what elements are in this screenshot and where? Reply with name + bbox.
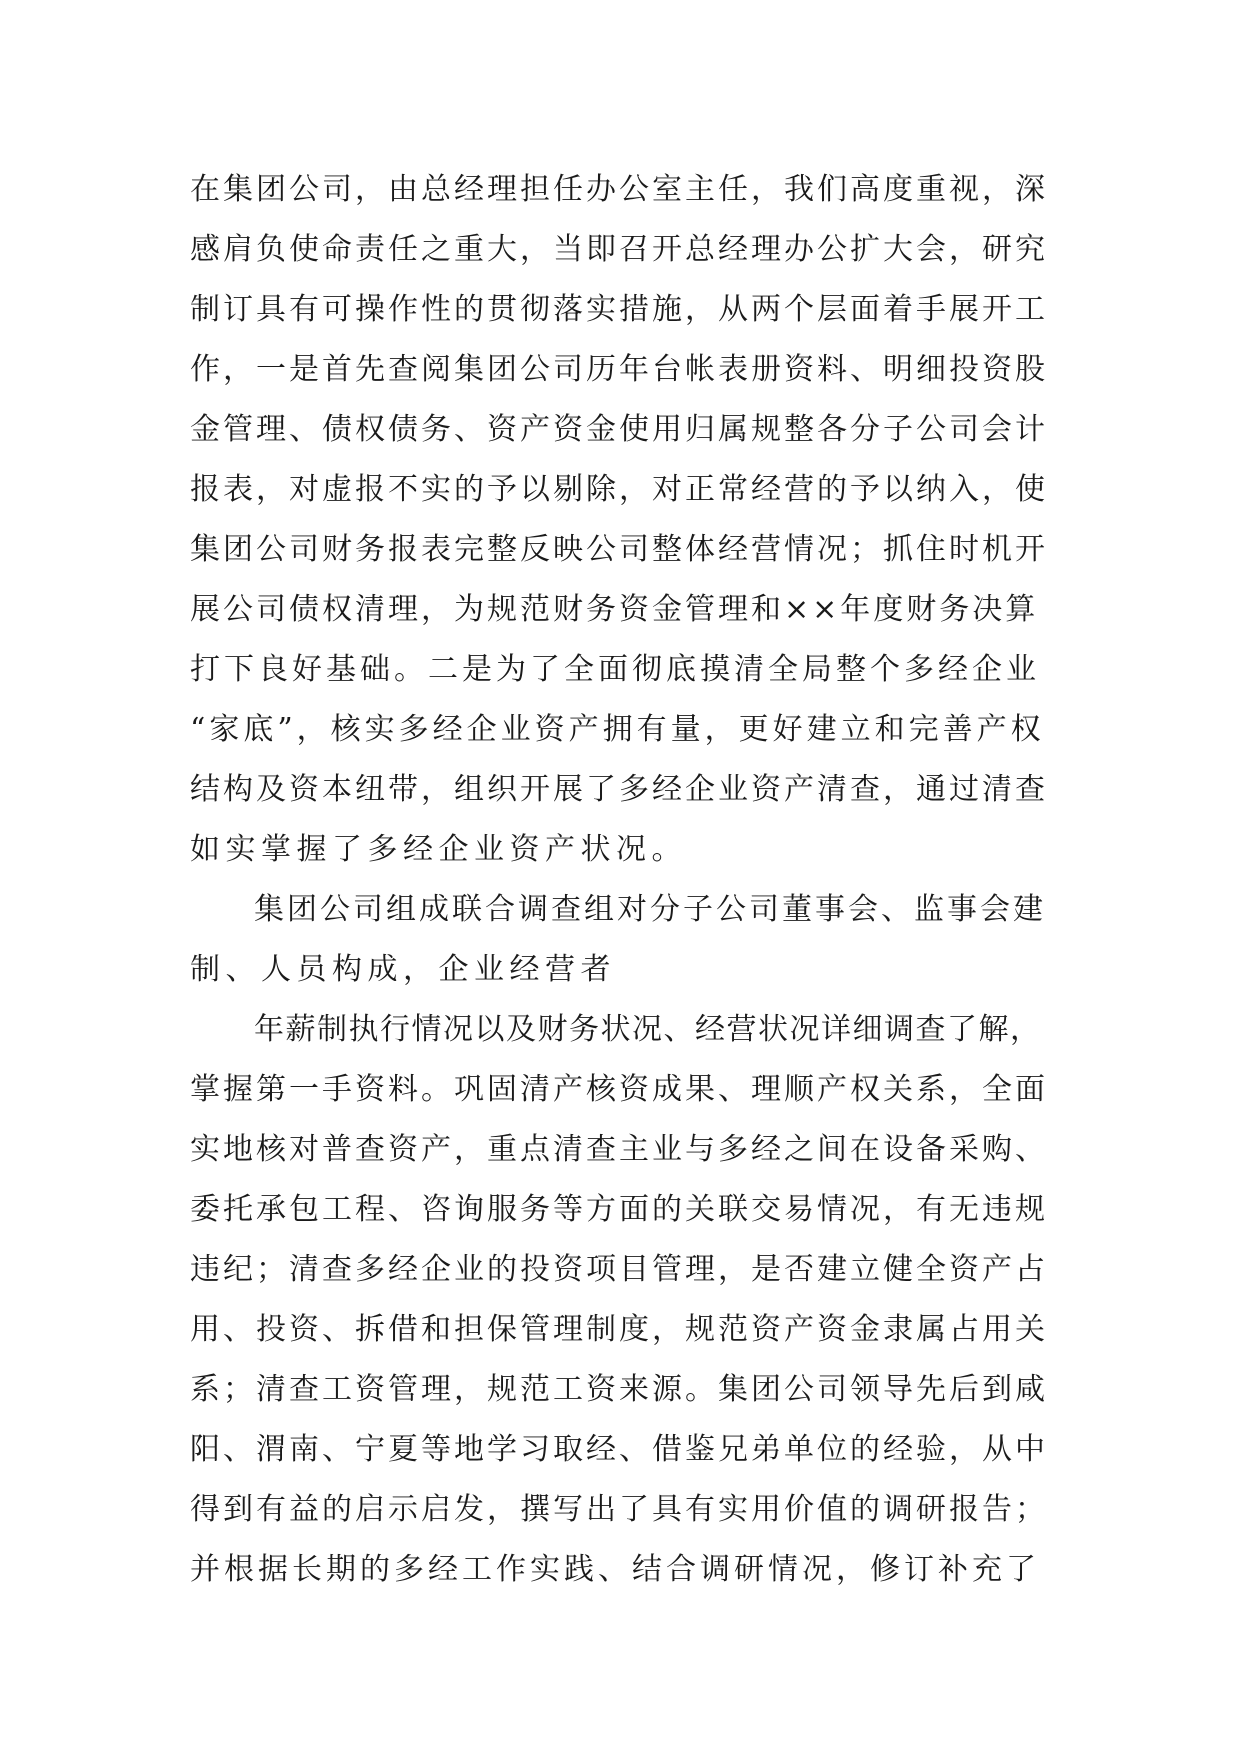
text-line: 年薪制执行情况以及财务状况、经营状况详细调查了解， — [254, 1012, 1042, 1047]
text-line: 感肩负使命责任之重大，当即召开总经理办公扩大会，研究 — [190, 232, 1048, 267]
text-line: 掌握第一手资料。巩固清产核资成果、理顺产权关系，全面 — [190, 1072, 1048, 1107]
text-line: 集团公司组成联合调查组对分子公司董事会、监事会建 — [254, 892, 1046, 927]
text-line: 制订具有可操作性的贯彻落实措施，从两个层面着手展开工 — [190, 292, 1048, 327]
paragraph-1 — [190, 160, 1050, 880]
text-line: 在集团公司，由总经理担任办公室主任，我们高度重视，深 — [190, 172, 1048, 207]
text-line: 打下良好基础。二是为了全面彻底摸清全局整个多经企业 — [190, 652, 1040, 687]
paragraph-2 — [190, 880, 1050, 1000]
text-line: “家底”，核实多经企业资产拥有量，更好建立和完善产权 — [190, 712, 1045, 747]
text-line: 用、投资、拆借和担保管理制度，规范资产资金隶属占用关 — [190, 1312, 1048, 1347]
text-line: 系；清查工资管理，规范工资来源。集团公司领导先后到咸 — [190, 1372, 1048, 1407]
text-line: 委托承包工程、咨询服务等方面的关联交易情况，有无违规 — [190, 1192, 1048, 1227]
text-line: 结构及资本纽带，组织开展了多经企业资产清查，通过清查 — [190, 772, 1048, 807]
paragraph-3 — [190, 1000, 1050, 1600]
text-line: 如实掌握了多经企业资产状况。 — [190, 832, 687, 867]
text-line: 报表，对虚报不实的予以剔除，对正常经营的予以纳入，使 — [190, 472, 1048, 507]
text-line: 违纪；清查多经企业的投资项目管理，是否建立健全资产占 — [190, 1252, 1048, 1287]
text-line: 金管理、债权债务、资产资金使用归属规整各分子公司会计 — [190, 412, 1048, 447]
document-body — [190, 160, 1050, 1600]
text-line: 阳、渭南、宁夏等地学习取经、借鉴兄弟单位的经验，从中 — [190, 1432, 1048, 1467]
text-line: 实地核对普查资产，重点清查主业与多经之间在设备采购、 — [190, 1132, 1048, 1167]
text-line: 集团公司财务报表完整反映公司整体经营情况；抓住时机开 — [190, 532, 1048, 567]
text-line: 得到有益的启示启发，撰写出了具有实用价值的调研报告； — [190, 1492, 1048, 1527]
text-line: 作，一是首先查阅集团公司历年台帐表册资料、明细投资股 — [190, 352, 1048, 387]
text-line: 制、人员构成，企业经营者 — [190, 952, 616, 987]
text-line: 展公司债权清理，为规范财务资金管理和××年度财务决算 — [190, 592, 1039, 627]
text-line: 并根据长期的多经工作实践、结合调研情况，修订补充了 — [190, 1552, 1040, 1587]
